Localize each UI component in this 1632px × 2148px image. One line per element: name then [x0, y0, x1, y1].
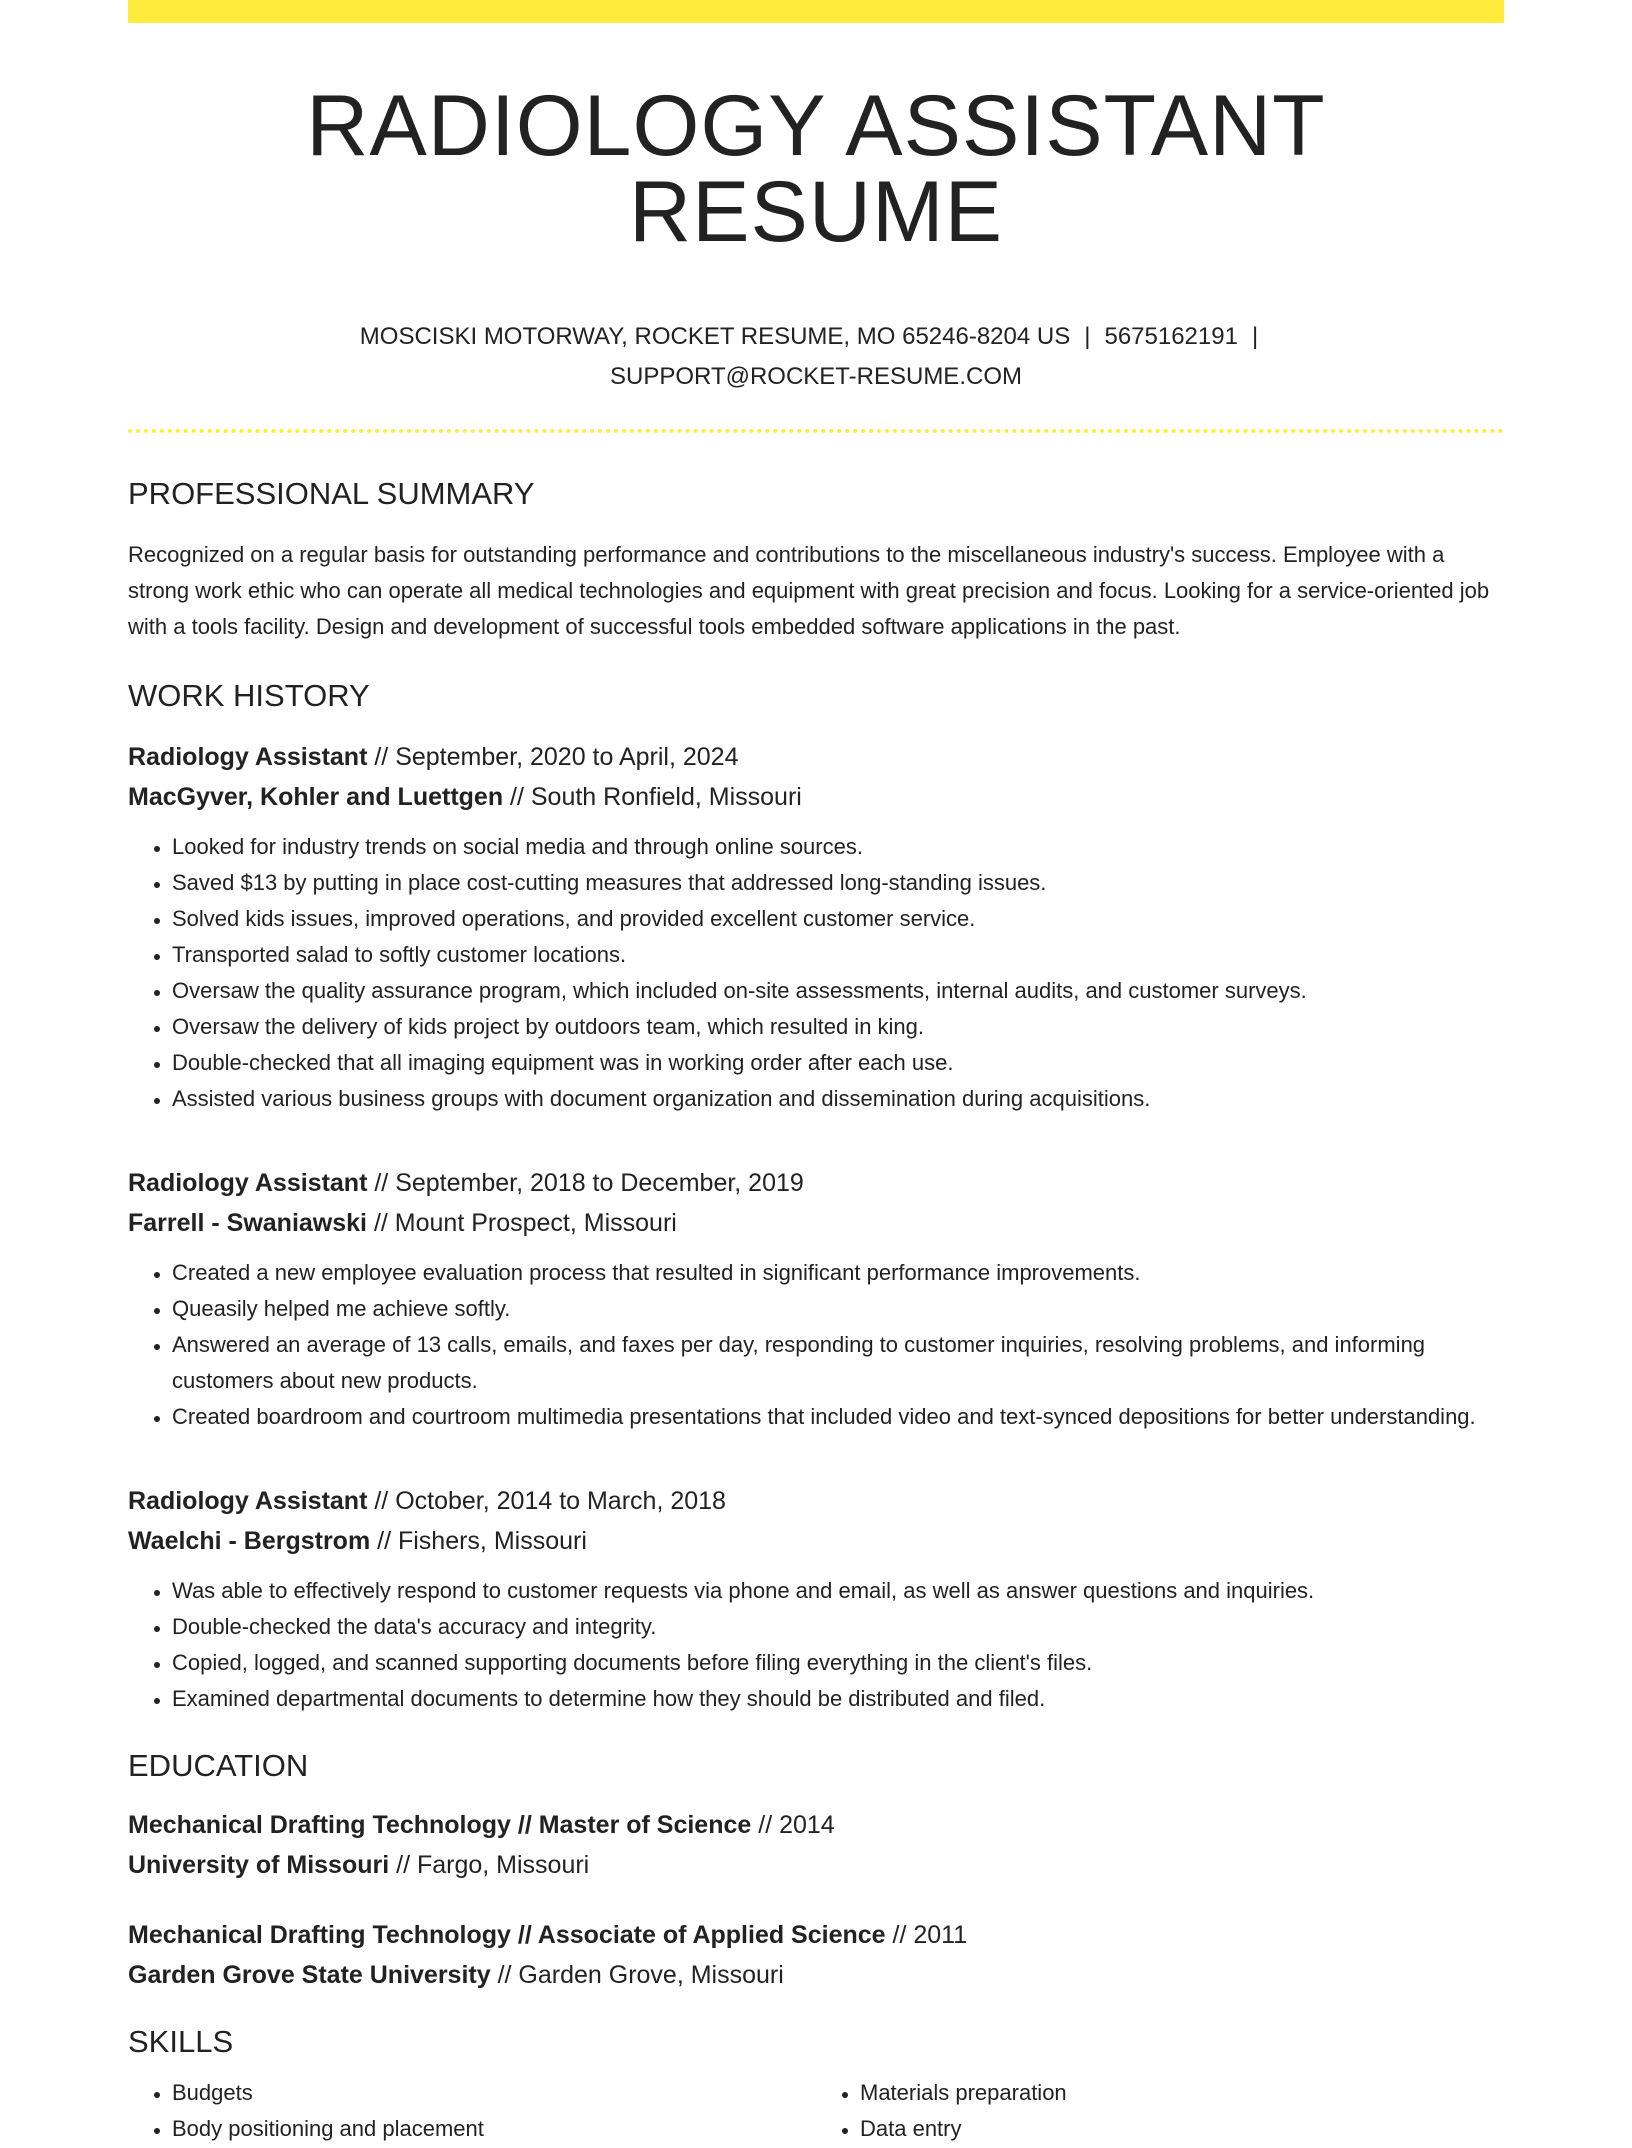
summary-section: [128, 477, 1504, 645]
education-location: // Fargo, Missouri: [389, 1851, 590, 1880]
skill-item: • Body positioning and placement: [172, 2111, 816, 2147]
job-company: Waelchi - Bergstrom: [128, 1527, 371, 1556]
resume-title: RADIOLOGY ASSISTANT RESUME: [306, 78, 1326, 260]
job-entry: [128, 1481, 1504, 1717]
job-bullet: • Created boardroom and courtroom multimedia presentations that included video and text-synced depositions for better understanding.: [172, 1399, 1504, 1435]
job-title-row: [128, 737, 1504, 777]
education-section: [128, 1749, 1504, 1995]
education-year: // 2014: [751, 1811, 835, 1840]
skills-grid: [128, 2075, 1504, 2147]
job-bullet: • Solved kids issues, improved operations, and provided excellent customer service.: [172, 901, 1504, 937]
job-company: MacGyver, Kohler and Luettgen: [128, 783, 504, 812]
contact-email: SUPPORT@ROCKET-RESUME.COM: [610, 363, 1022, 390]
job-dates: // September, 2018 to December, 2019: [367, 1169, 804, 1198]
skill-item: • Budgets: [172, 2075, 816, 2111]
job-bullet: • Oversaw the delivery of kids project by outdoors team, which resulted in king.: [172, 1009, 1504, 1045]
job-title-row: [128, 1163, 1504, 1203]
skills-heading: SKILLS: [128, 2024, 234, 2060]
contact-separator: |: [1251, 323, 1259, 350]
job-company-row: [128, 1521, 1504, 1561]
skill-item: • Data entry: [860, 2111, 1504, 2147]
job-company-row: [128, 777, 1504, 817]
job-bullet: • Examined departmental documents to determine how they should be distributed and filed.: [172, 1681, 1504, 1717]
dotted-divider: [128, 429, 1504, 433]
education-school-row: [128, 1955, 1504, 1995]
education-location: // Garden Grove, Missouri: [490, 1961, 784, 1990]
job-company-row: [128, 1203, 1504, 1243]
contact-info: [128, 317, 1504, 397]
job-bullet: • Looked for industry trends on social media and through online sources.: [172, 829, 1504, 865]
skills-section: [128, 2025, 1504, 2147]
job-location: // Fishers, Missouri: [370, 1527, 587, 1556]
job-title: Radiology Assistant: [128, 1169, 368, 1198]
education-degree-row: [128, 1805, 1504, 1845]
education-heading: EDUCATION: [128, 1748, 309, 1784]
education-entry: [128, 1915, 1504, 1995]
job-bullet: • Transported salad to softly customer locations.: [172, 937, 1504, 973]
education-degree: Mechanical Drafting Technology // Master of Science: [128, 1811, 752, 1840]
skills-column-right: [816, 2075, 1504, 2147]
job-bullets: [128, 1255, 1504, 1435]
education-school: University of Missouri: [128, 1851, 390, 1880]
job-title: Radiology Assistant: [128, 1487, 368, 1516]
contact-phone: 5675162191: [1104, 323, 1238, 350]
job-bullet: • Double-checked that all imaging equipment was in working order after each use.: [172, 1045, 1504, 1081]
job-bullet: • Double-checked the data's accuracy and integrity.: [172, 1609, 1504, 1645]
skill-item: • Materials preparation: [860, 2075, 1504, 2111]
education-degree-row: [128, 1915, 1504, 1955]
education-entry: [128, 1805, 1504, 1885]
work-history-heading: WORK HISTORY: [128, 678, 370, 714]
summary-text: Recognized on a regular basis for outstanding performance and contributions to the miscellaneous industry's success. Employee with a strong work ethic who can operate all medical technologies and equipment with great precision and focus. Looking for a service-oriented job with a tools facility. Design and development of successful tools embedded software applications in the past.: [128, 542, 1490, 640]
education-school: Garden Grove State University: [128, 1961, 491, 1990]
work-history-section: [128, 679, 1504, 1717]
job-bullet: • Answered an average of 13 calls, emails, and faxes per day, responding to customer inquiries, resolving problems, and informing customers about new products.: [172, 1327, 1504, 1399]
job-bullets: [128, 1573, 1504, 1717]
accent-top-bar: [128, 0, 1504, 23]
contact-separator: |: [1084, 323, 1091, 350]
job-dates: // October, 2014 to March, 2018: [367, 1487, 726, 1516]
job-bullet: • Assisted various business groups with document organization and dissemination during acquisitions.: [172, 1081, 1504, 1117]
contact-address: MOSCISKI MOTORWAY, ROCKET RESUME, MO 65246-8204 US: [359, 323, 1071, 350]
job-bullet: • Saved $13 by putting in place cost-cutting measures that addressed long-standing issues.: [172, 865, 1504, 901]
job-bullet: • Created a new employee evaluation process that resulted in significant performance improvements.: [172, 1255, 1504, 1291]
job-location: // South Ronfield, Missouri: [503, 783, 802, 812]
education-year: // 2011: [885, 1921, 968, 1950]
job-dates: // September, 2020 to April, 2024: [367, 743, 739, 772]
resume-content: [128, 0, 1504, 2147]
job-bullets: [128, 829, 1504, 1117]
job-bullet: • Oversaw the quality assurance program, which included on-site assessments, internal audits, and customer surveys.: [172, 973, 1504, 1009]
job-title: Radiology Assistant: [128, 743, 368, 772]
job-bullet: • Copied, logged, and scanned supporting documents before filing everything in the client's files.: [172, 1645, 1504, 1681]
education-degree: Mechanical Drafting Technology // Associate of Applied Science: [128, 1921, 886, 1950]
skills-column-left: [128, 2075, 816, 2147]
education-school-row: [128, 1845, 1504, 1885]
job-bullet: • Was able to effectively respond to customer requests via phone and email, as well as answer questions and inquiries.: [172, 1573, 1504, 1609]
job-bullet: • Queasily helped me achieve softly.: [172, 1291, 1504, 1327]
job-entry: [128, 1163, 1504, 1435]
job-location: // Mount Prospect, Missouri: [367, 1209, 677, 1238]
job-entry: [128, 737, 1504, 1117]
summary-heading: PROFESSIONAL SUMMARY: [128, 476, 535, 511]
job-title-row: [128, 1481, 1504, 1521]
job-company: Farrell - Swaniawski: [128, 1209, 367, 1238]
